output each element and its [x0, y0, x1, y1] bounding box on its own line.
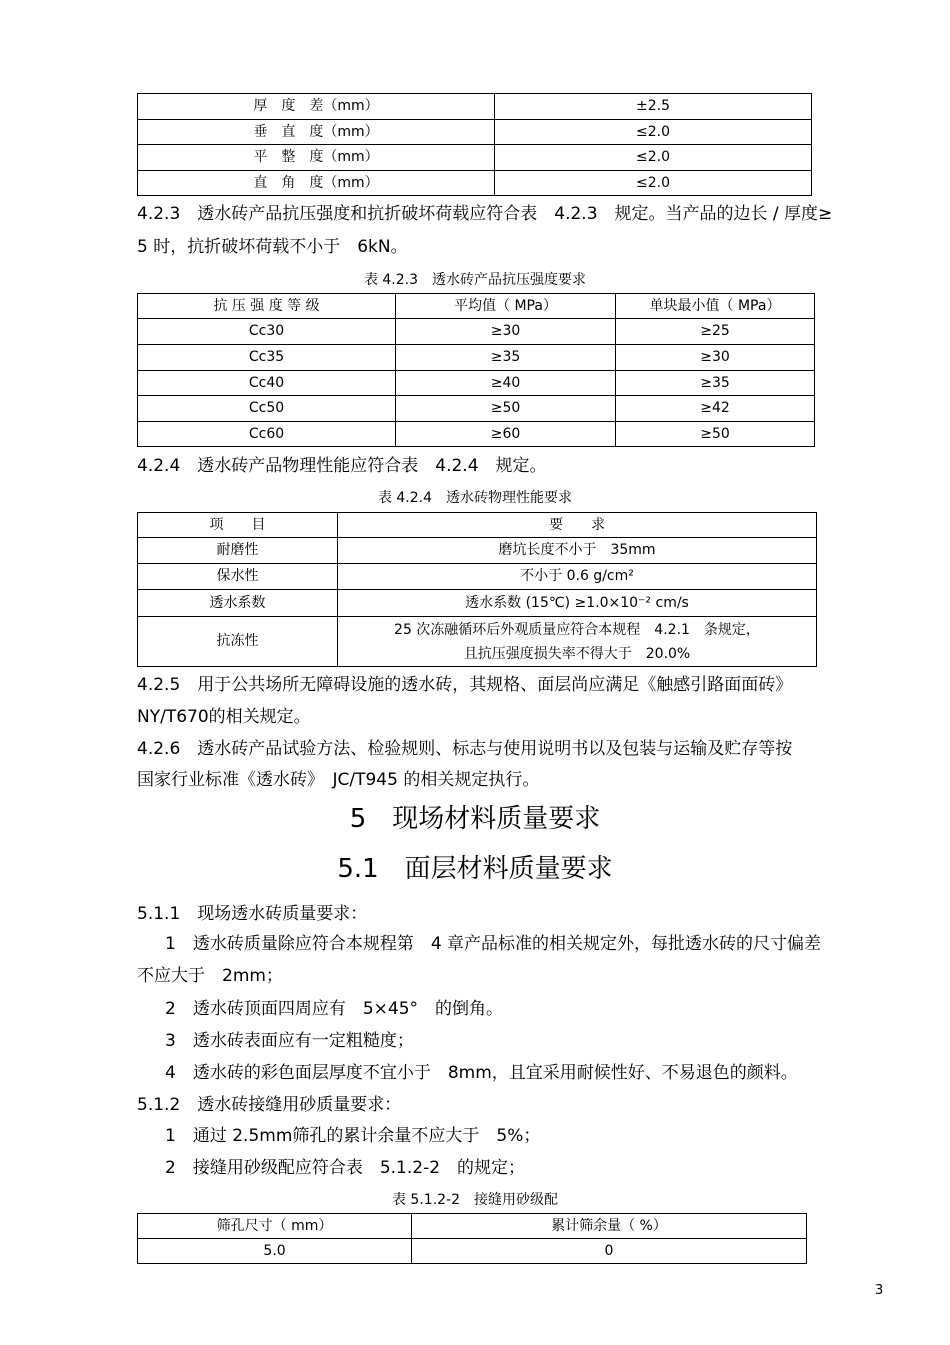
table-row: [138, 371, 815, 396]
table-cell: Cc35: [138, 345, 396, 371]
table-cell: 不小于 0.6 g/cm²: [338, 564, 817, 590]
section-heading: 5.1 面层材料质量要求: [337, 854, 613, 884]
table-cell: ≥30: [396, 319, 616, 345]
table-cell: ≥50: [616, 422, 815, 447]
table-row: [138, 345, 815, 371]
table-row: [138, 1239, 807, 1264]
table-cell: ≤2.0: [495, 171, 812, 196]
paragraph-4-2-3-line2: 5 时，抗折破坏荷载不小于 6kN。: [137, 237, 408, 257]
table-row: [138, 396, 815, 422]
table-cell: Cc60: [138, 422, 396, 447]
list-item: 4 透水砖的彩色面层厚度不宜小于 8mm，且宜采用耐候性好、不易退色的颜料。: [165, 1063, 798, 1083]
table-cell: ≥35: [396, 345, 616, 371]
table-cell: 抗冻性: [138, 617, 338, 667]
table-caption-4-2-3: 表 4.2.3 透水砖产品抗压强度要求: [363, 272, 587, 288]
table-cell: ≥42: [616, 396, 815, 422]
table-cell: ≥50: [396, 396, 616, 422]
column-header: 抗 压 强 度 等 级: [138, 294, 396, 319]
table-cell: Cc40: [138, 371, 396, 396]
column-header: 项 目: [138, 513, 338, 538]
paragraph-4-2-4: 4.2.4 透水砖产品物理性能应符合表 4.2.4 规定。: [137, 456, 547, 476]
table-cell: ≥30: [616, 345, 815, 371]
table-row: [138, 538, 817, 564]
list-item: 2 接缝用砂级配应符合表 5.1.2-2 的规定；: [165, 1158, 526, 1178]
table-header-row: [138, 294, 815, 319]
table-cell: 平 整 度（mm）: [138, 145, 495, 171]
table-row: [138, 145, 812, 171]
table-cell: 5.0: [138, 1239, 412, 1264]
table-row: [138, 617, 817, 667]
paragraph-4-2-5-line2: NY/T670的相关规定。: [137, 707, 311, 727]
table-cell: ≤2.0: [495, 120, 812, 145]
table-cell-multiline: [338, 617, 817, 667]
physical-properties-table: [137, 512, 817, 667]
paragraph-4-2-6-line2: 国家行业标准《透水砖》 JC/T945 的相关规定执行。: [137, 770, 540, 790]
table-row: [138, 422, 815, 447]
clause-5-1-1-title: 5.1.1 现场透水砖质量要求：: [137, 904, 368, 924]
list-item-continuation: 不应大于 2mm；: [137, 966, 283, 986]
list-item: 1 透水砖质量除应符合本规程第 4 章产品标准的相关规定外，每批透水砖的尺寸偏差: [165, 934, 822, 954]
dimension-table: [137, 93, 812, 196]
table-row: [138, 564, 817, 590]
table-row: [138, 120, 812, 145]
table-cell: 磨坑长度不小于 35mm: [338, 538, 817, 564]
chapter-heading: 5 现场材料质量要求: [349, 804, 601, 834]
table-cell: 透水系数 (15℃) ≥1.0×10⁻² cm/s: [338, 590, 817, 617]
paragraph-4-2-6-line1: 4.2.6 透水砖产品试验方法、检验规则、标志与使用说明书以及包装与运输及贮存等按: [137, 739, 793, 759]
table-row: [138, 171, 812, 196]
table-caption-4-2-4: 表 4.2.4 透水砖物理性能要求: [377, 490, 573, 506]
column-header: 筛孔尺寸（ mm）: [138, 1214, 412, 1239]
sand-gradation-table: [137, 1213, 807, 1264]
compressive-strength-table: [137, 293, 815, 447]
table-cell: 垂 直 度（mm）: [138, 120, 495, 145]
paragraph-4-2-3-line1: 4.2.3 透水砖产品抗压强度和抗折破坏荷载应符合表 4.2.3 规定。当产品的边长 / 厚度≥: [137, 204, 833, 224]
page-number: 3: [875, 1283, 884, 1298]
table-cell: 直 角 度（mm）: [138, 171, 495, 196]
table-cell: 透水系数: [138, 590, 338, 617]
column-header: 要 求: [338, 513, 817, 538]
table-cell: 保水性: [138, 564, 338, 590]
clause-5-1-2-title: 5.1.2 透水砖接缝用砂质量要求：: [137, 1095, 402, 1115]
table-cell: ≥25: [616, 319, 815, 345]
table-cell: Cc50: [138, 396, 396, 422]
table-cell: Cc30: [138, 319, 396, 345]
column-header: 平均值（ MPa）: [396, 294, 616, 319]
table-cell: ≥35: [616, 371, 815, 396]
table-cell: ≥60: [396, 422, 616, 447]
table-header-row: [138, 513, 817, 538]
table-caption-5-1-2-2: 表 5.1.2-2 接缝用砂级配: [391, 1192, 559, 1208]
cell-line: 且抗压强度损失率不得大于 20.0%: [463, 645, 691, 662]
list-item: 2 透水砖顶面四周应有 5×45° 的倒角。: [165, 999, 504, 1019]
list-item: 1 通过 2.5mm筛孔的累计余量不应大于 5%；: [165, 1126, 541, 1146]
table-cell: 厚 度 差（mm）: [138, 94, 495, 120]
table-cell: ±2.5: [495, 94, 812, 120]
table-row: [138, 94, 812, 120]
cell-line: 25 次冻融循环后外观质量应符合本规程 4.2.1 条规定，: [394, 621, 760, 638]
column-header: 累计筛余量（ %）: [412, 1214, 807, 1239]
table-row: [138, 590, 817, 617]
table-row: [138, 319, 815, 345]
list-item: 3 透水砖表面应有一定粗糙度；: [165, 1031, 414, 1051]
table-header-row: [138, 1214, 807, 1239]
table-cell: ≥40: [396, 371, 616, 396]
paragraph-4-2-5-line1: 4.2.5 用于公共场所无障碍设施的透水砖，其规格、面层尚应满足《触感引路面面砖》: [137, 675, 793, 695]
table-cell: ≤2.0: [495, 145, 812, 171]
table-cell: 耐磨性: [138, 538, 338, 564]
column-header: 单块最小值（ MPa）: [616, 294, 815, 319]
table-cell: 0: [412, 1239, 807, 1264]
